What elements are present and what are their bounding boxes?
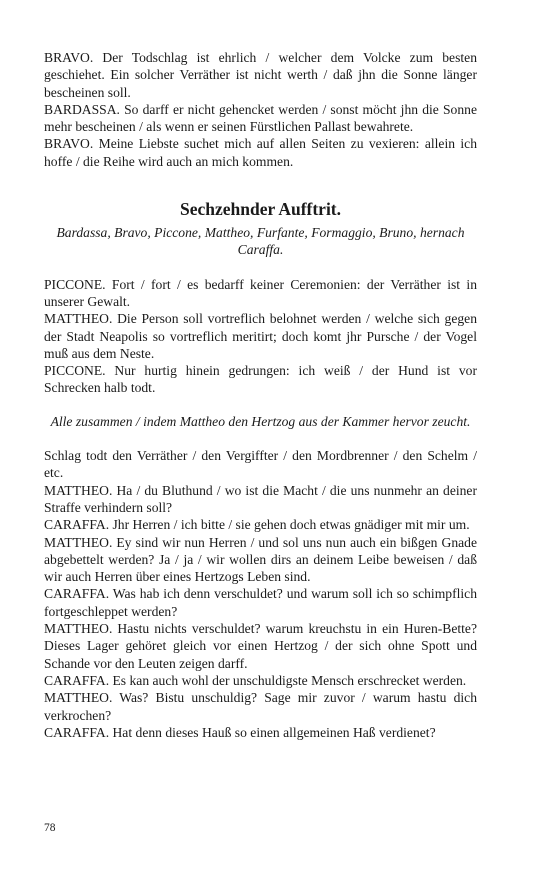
dialogue-line: MATTHEO. Was? Bistu unschuldig? Sage mir zuvor / warum hastu dich verkrochen? (44, 690, 477, 723)
dialogue-line: PICCONE. Fort / fort / es bedarff keiner Ceremonien: der Verräther ist in unserer Gewalt. (44, 276, 477, 309)
cast-list: Bardassa, Bravo, Piccone, Mattheo, Furfante, Formaggio, Bruno, hernach Caraffa. (56, 225, 465, 258)
dialogue-line: MATTHEO. Die Person soll vortreflich belohnet werden / welche sich gegen der Stadt Neapolis so vortreflich meritirt; doch komt jhr Pursche / der Vogel muß aus dem Neste. (44, 311, 477, 361)
page-text (44, 49, 477, 741)
page-number: 78 (44, 822, 56, 834)
dialogue-line: CARAFFA. Jhr Herren / ich bitte / sie gehen doch etwas gnädiger mit mir um. (44, 517, 470, 533)
dialogue-line: BARDASSA. So darff er nicht gehencket werden / sonst möcht jhn die Sonne mehr bescheinen / als wenn er seinen Fürstlichen Pallast bewahrete. (44, 101, 477, 135)
dialogue-line: BRAVO. Meine Liebste suchet mich auf allen Seiten zu vexieren: allein ich hoffe / die Reihe wird auch an mich kommen. (44, 136, 477, 169)
dialogue-line: CARAFFA. Hat denn dieses Hauß so einen allgemeinen Haß verdienet? (44, 724, 436, 740)
dialogue-line: MATTHEO. Ey sind wir nun Herren / und sol uns nun auch ein bißgen Gnade abgebettelt werden? Ja / ja / wir wollen dirs an deinem Leibe beweisen / daß wir auch Herren über eines Hertzogs Leben sind. (44, 534, 477, 585)
dialogue-line: CARAFFA. Was hab ich denn verschuldet? und warum soll ich so schimpflich fortgeschleppet werden? (44, 586, 477, 619)
scene-title: Sechzehnder Aufftrit. (179, 199, 342, 220)
stage-direction: Alle zusammen / indem Mattheo den Hertzog aus der Kammer hervor zeucht. (50, 413, 471, 429)
dialogue-line: MATTHEO. Hastu nichts verschuldet? warum kreuchstu in ein Huren-Bette? Dieses Lager gehöret gleich vor einen Hertzog / der sich ohne Spott und Schande vor den Leuten zeigen darff. (44, 621, 477, 671)
dialogue-line: BRAVO. Der Todschlag ist ehrlich / welcher dem Volcke zum besten geschiehet. Ein solcher Verräther ist nicht werth / daß jhn die Sonne länger bescheinen soll. (44, 50, 477, 100)
dialogue-line: PICCONE. Nur hurtig hinein gedrungen: ich weiß / der Hund ist vor Schrecken halb todt. (44, 363, 477, 396)
dialogue-line: CARAFFA. Es kan auch wohl der unschuldigste Mensch erschrecket werden. (44, 672, 467, 688)
dialogue-line: MATTHEO. Ha / du Bluthund / wo ist die Macht / die uns nunmehr an deiner Straffe verhindern soll? (44, 482, 477, 515)
dialogue-line: Schlag todt den Verräther / den Vergiffter / den Mordbrenner / den Schelm / etc. (44, 448, 477, 481)
